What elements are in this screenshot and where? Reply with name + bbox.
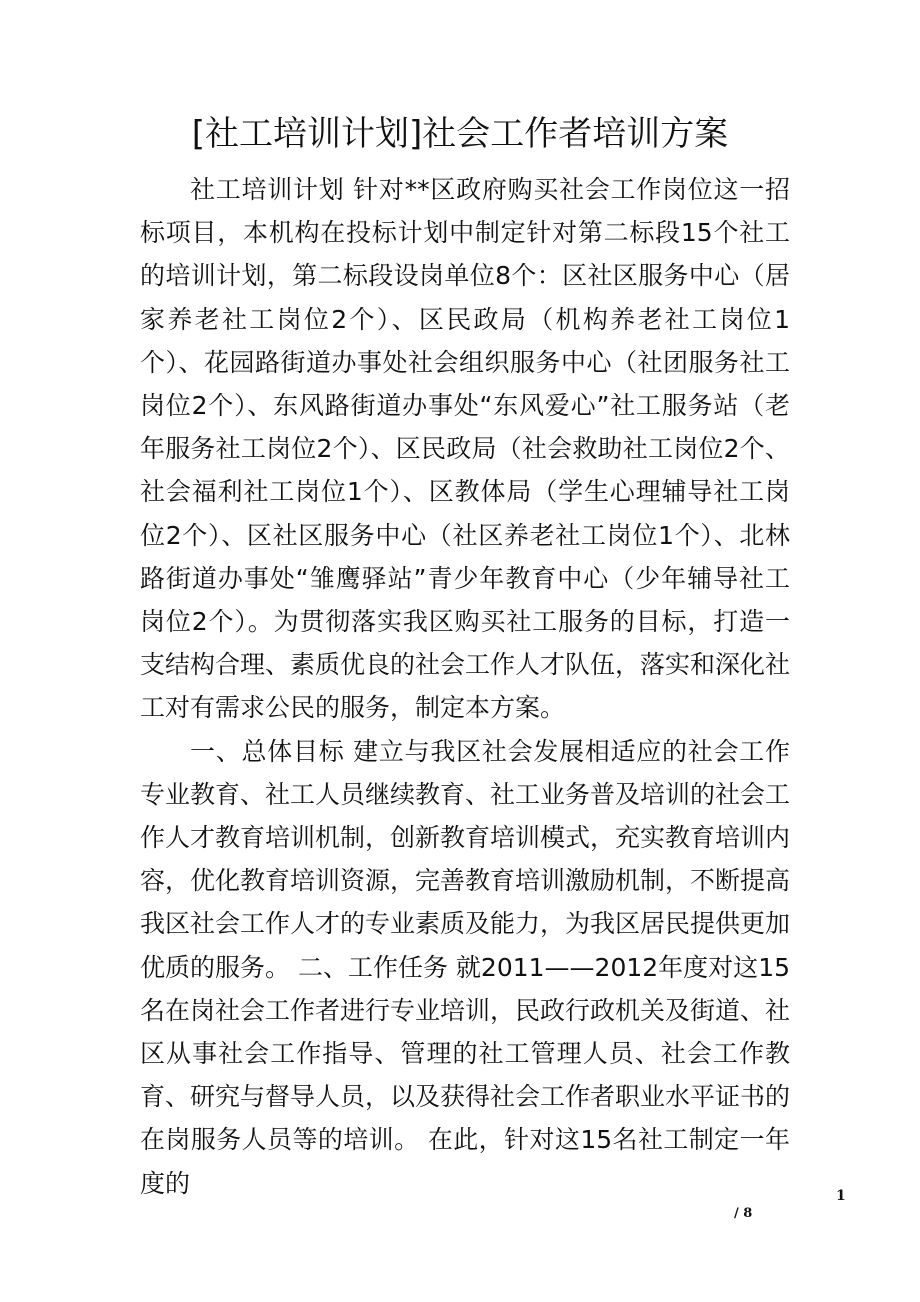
paragraph-2: 一、总体目标 建立与我区社会发展相适应的社会工作专业教育、社工人员继续教育、社工业务普及培训的社会工作人才教育培训机制，创新教育培训模式，充实教育培训内容，优化教育培训资源，完善教育培训激励机制，不断提高我区社会工作人才的专业素质及能力，为我区居民提供更加优质的服务。 二、工作任务 就2011——2012年度对这15名在岗社会工作者进行专业培训，民政行政机关及街道、社区从事社会工作指导、管理的社工管理人员、社会工作教育、研究与督导人员，以及获得社会工作者职业水平证书的在岗服务人员等的培训。 在此，针对这15名社工制定一年度的 <box>140 736 791 1198</box>
document-title: [社工培训计划]社会工作者培训方案 <box>191 114 729 154</box>
document-body <box>140 168 790 1205</box>
page-total: / 8 <box>734 1206 753 1221</box>
paragraph-1: 社工培训计划 针对**区政府购买社会工作岗位这一招标项目，本机构在投标计划中制定针对第二标段15个社工的培训计划，第二标段设岗单位8个：区社区服务中心（居家养老社工岗位2个）、区民政局（机构养老社工岗位1个）、花园路街道办事处社会组织服务中心（社团服务社工岗位2个）、东风路街道办事处“东风爱心”社工服务站（老年服务社工岗位2个）、区民政局（社会救助社工岗位2个、社会福利社工岗位1个）、区教体局（学生心理辅导社工岗位2个）、区社区服务中心（社区养老社工岗位1个）、北林路街道办事处“雏鹰驿站”青少年教育中心（少年辅导社工岗位2个）。为贯彻落实我区购买社工服务的目标，打造一支结构合理、素质优良的社会工作人才队伍，落实和深化社工对有需求公民的服务，制定本方案。 <box>140 175 791 723</box>
page-number: 1 <box>836 1188 846 1204</box>
